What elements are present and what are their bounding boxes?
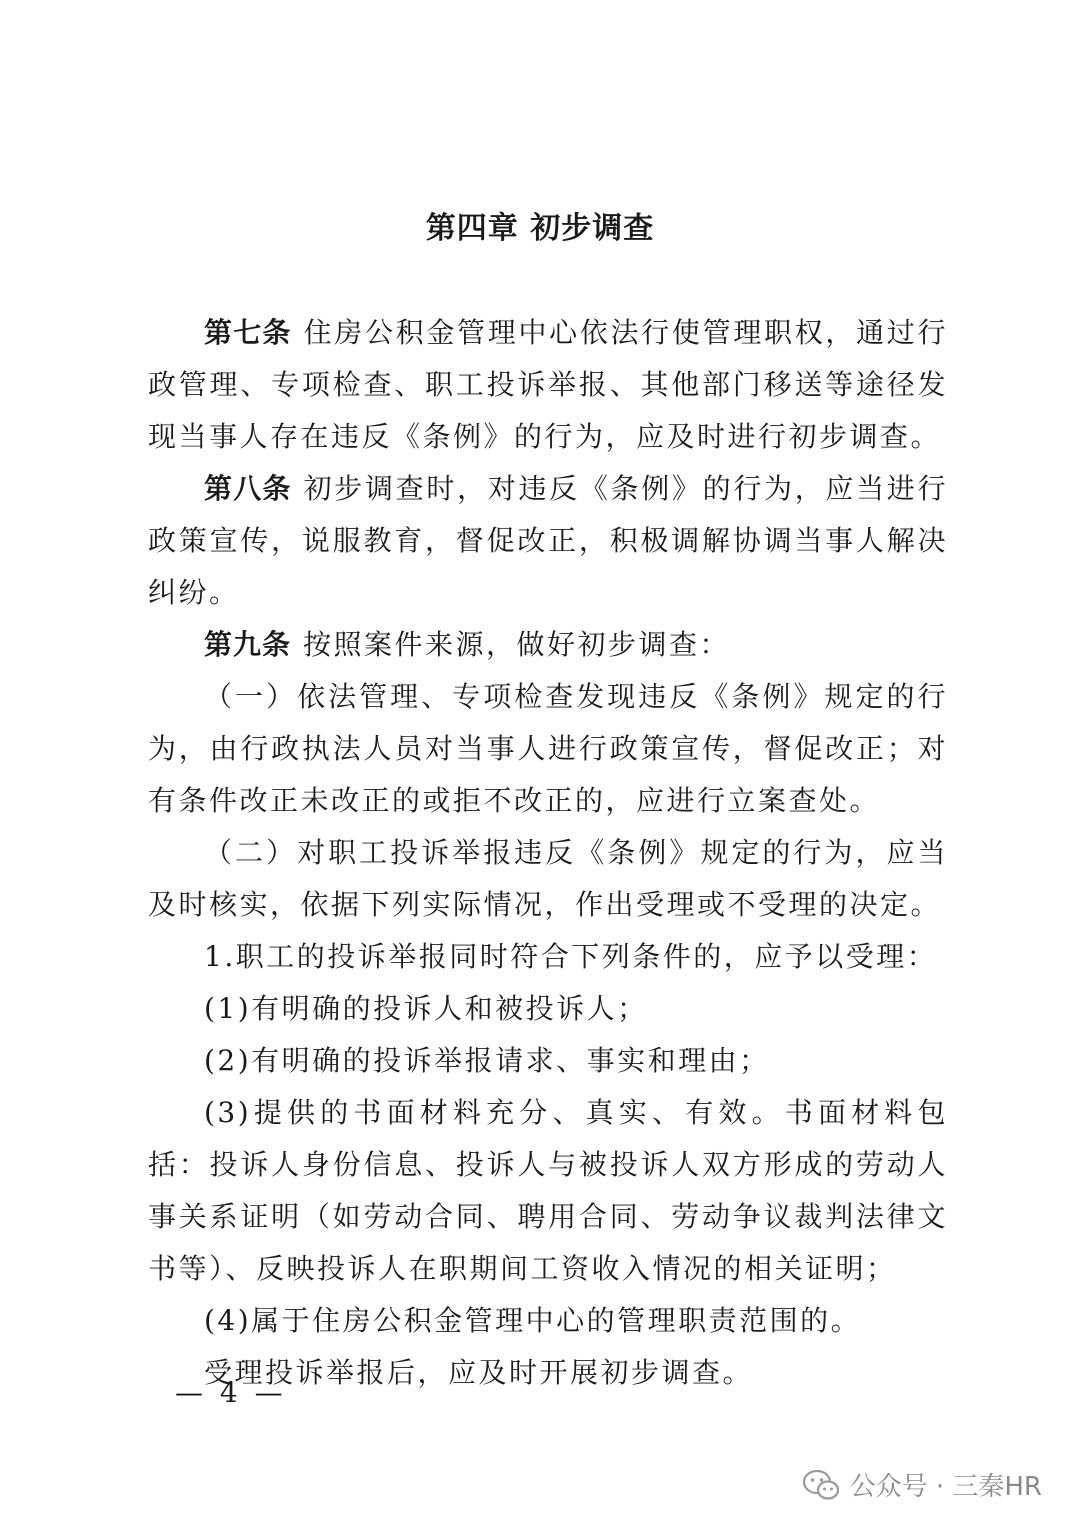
watermark-text: 公众号 · 三秦HR — [849, 1472, 1042, 1502]
condition-3: (3)提供的书面材料充分、真实、有效。书面材料包括：投诉人身份信息、投诉人与被投诉人双方形成的劳动人事关系证明（如劳动合同、聘用合同、劳动争议裁判法律文书等）、反映投诉人在职期间工资收入情况的相关证明； — [148, 1096, 948, 1285]
article-text: 住房公积金管理中心依法行使管理职权，通过行政管理、专项检查、职工投诉举报、其他部门移送等途径发现当事人存在违反《条例》的行为，应及时进行初步调查。 — [148, 316, 948, 453]
chapter-title: 第四章 初步调查 — [425, 211, 655, 246]
paragraph-item-2: （二）对职工投诉举报违反《条例》规定的行为，应当及时核实，依据下列实际情况，作出受理或不受理的决定。 — [148, 836, 948, 921]
article-7 — [148, 307, 948, 463]
article-text: 初步调查时，对违反《条例》的行为，应当进行政策宣传，说服教育，督促改正，积极调解协调当事人解决纠纷。 — [148, 472, 948, 609]
article-heading: 第八条 — [204, 472, 292, 505]
paragraph-item-1: （一）依法管理、专项检查发现违反《条例》规定的行为，由行政执法人员对当事人进行政策宣传，督促改正；对有条件改正未改正的或拒不改正的，应进行立案查处。 — [148, 680, 948, 817]
watermark — [802, 1466, 1042, 1503]
condition-intro: 1.职工的投诉举报同时符合下列条件的，应予以受理： — [204, 940, 938, 973]
condition-1: (1)有明确的投诉人和被投诉人； — [204, 992, 648, 1025]
document-body — [148, 307, 948, 1399]
wechat-icon — [802, 1469, 840, 1501]
article-9 — [148, 619, 948, 671]
condition-2: (2)有明确的投诉举报请求、事实和理由； — [204, 1044, 770, 1077]
article-heading: 第七条 — [204, 316, 292, 349]
page-number: — 4 — — [175, 1376, 287, 1409]
article-heading: 第九条 — [204, 628, 292, 661]
condition-4: (4)属于住房公积金管理中心的管理职责范围的。 — [204, 1304, 862, 1337]
closing-sentence: 受理投诉举报后，应及时开展初步调查。 — [204, 1356, 754, 1389]
article-text: 按照案件来源，做好初步调查： — [303, 628, 731, 661]
article-8 — [148, 463, 948, 619]
